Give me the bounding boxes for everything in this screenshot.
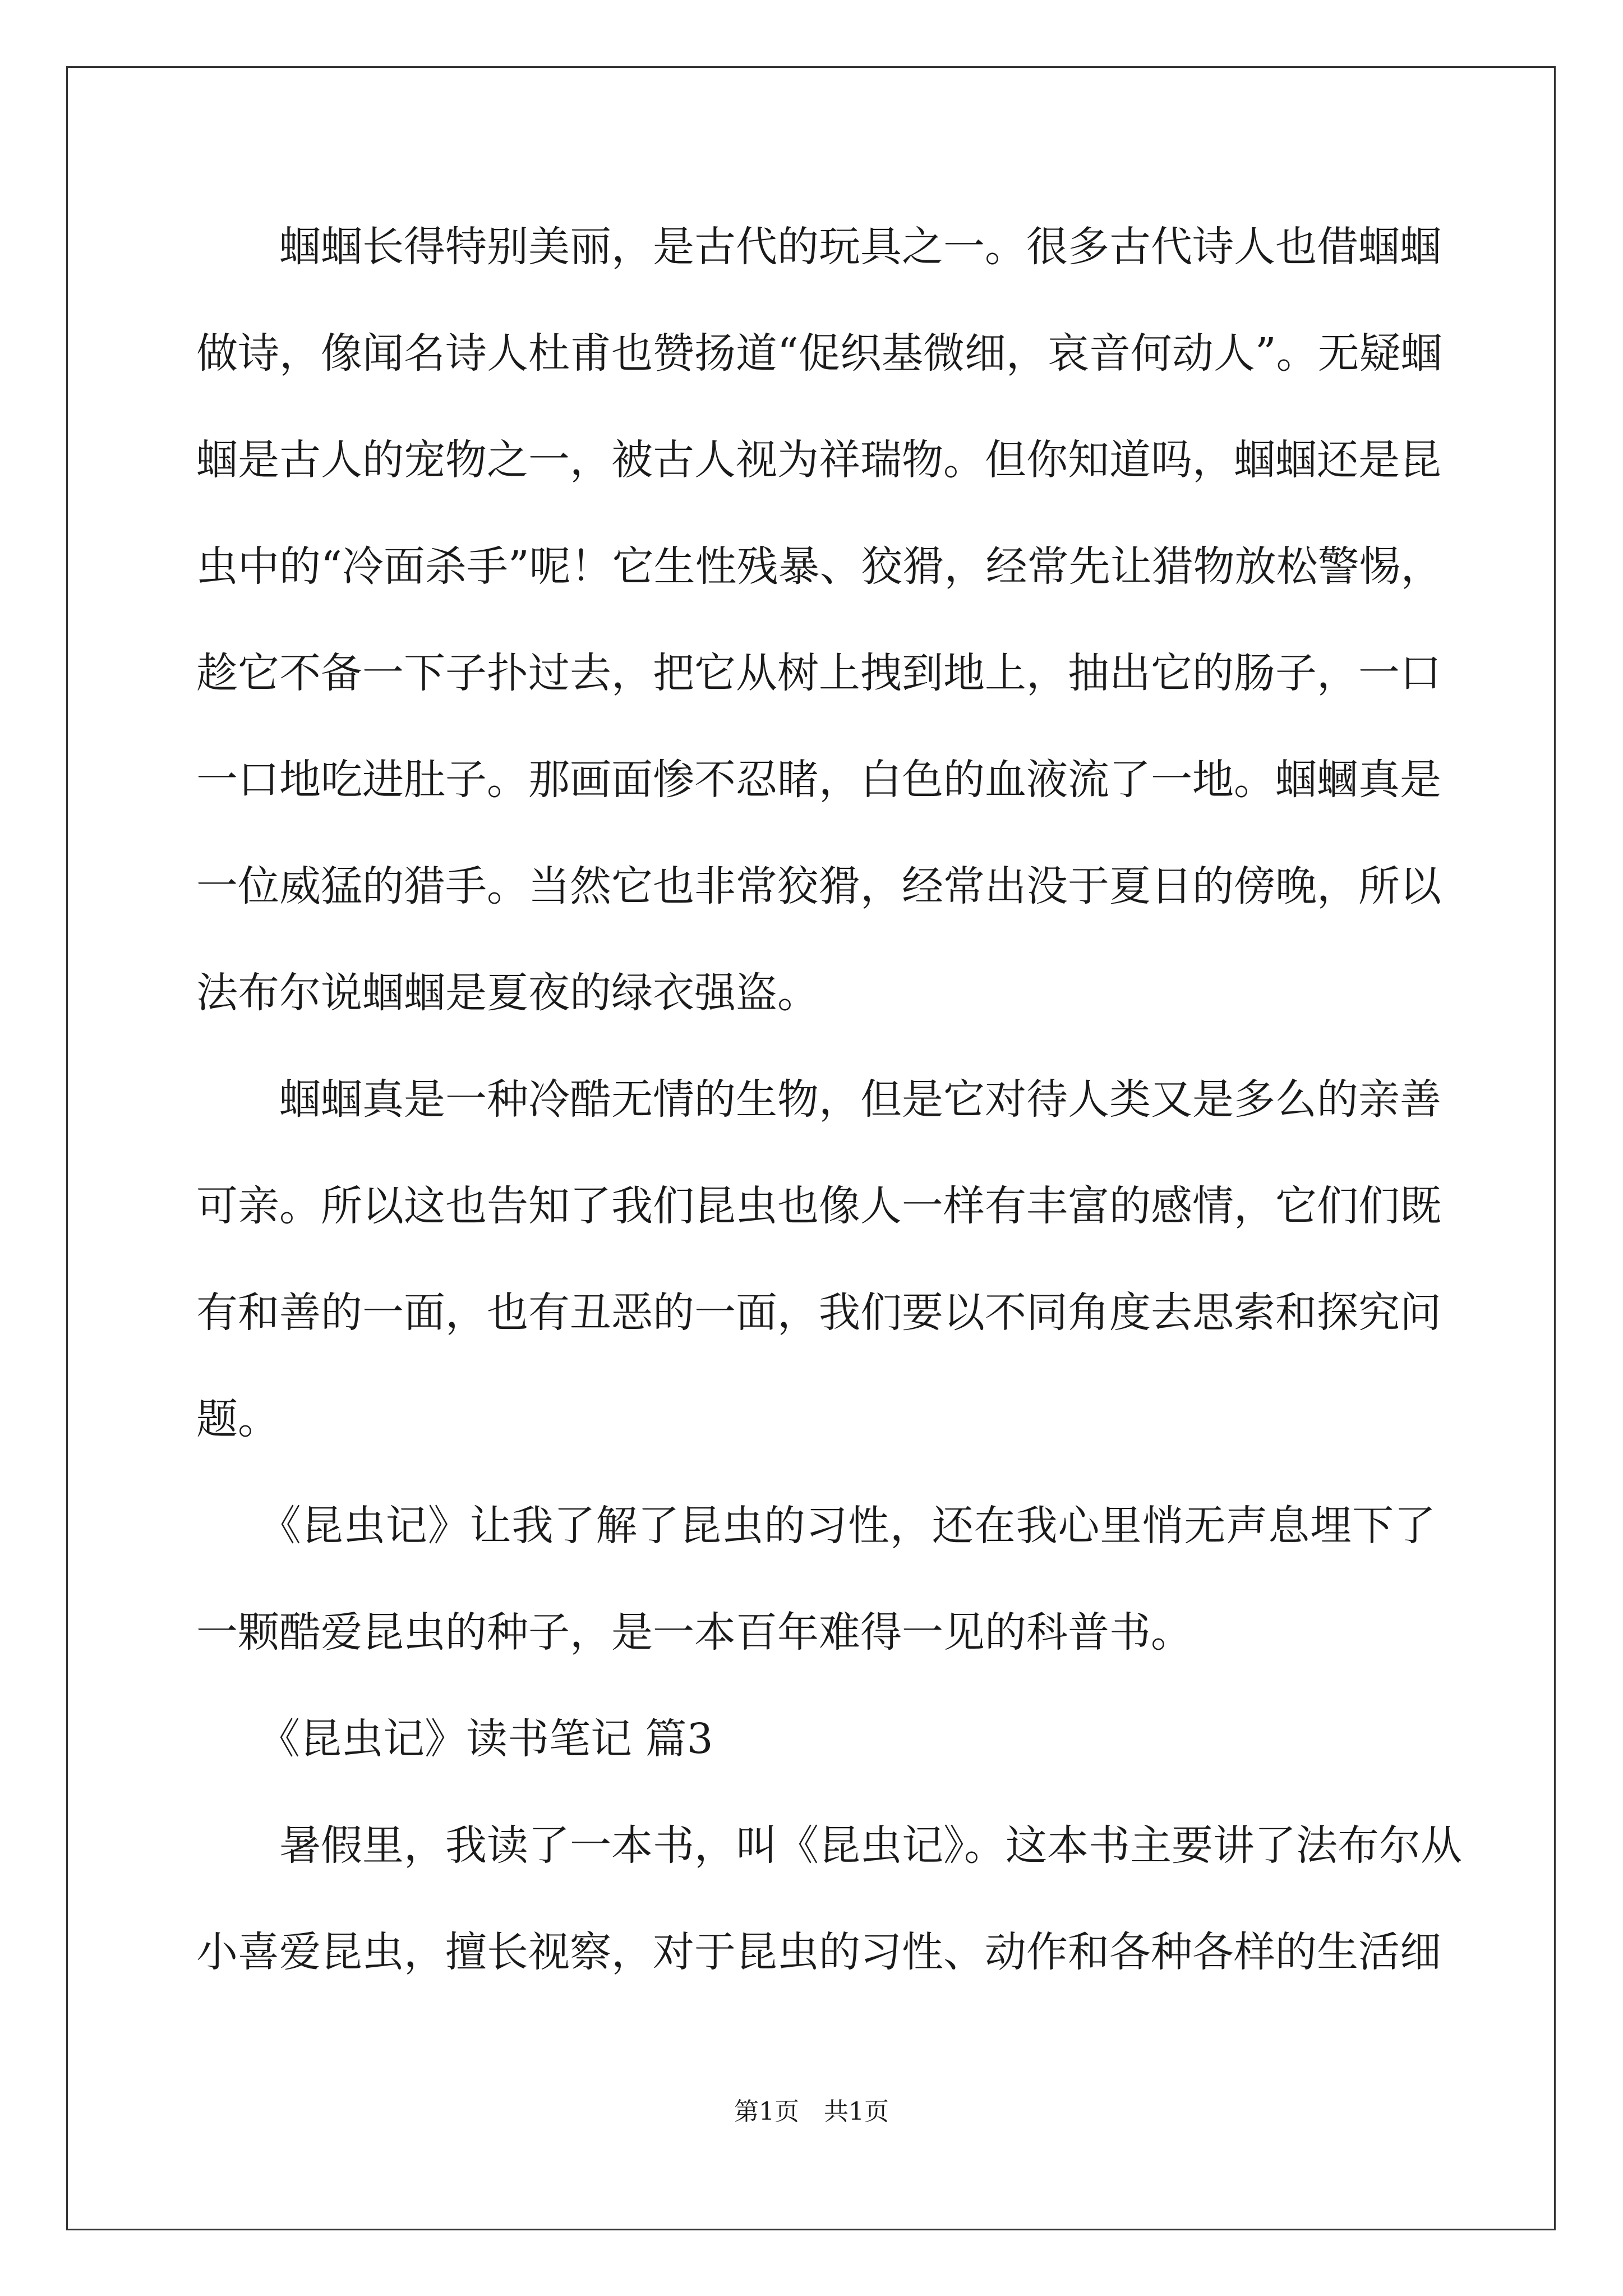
text-line: 一位威猛的猎手。当然它也非常狡猾，经常出没于夏日的傍晚，所以 xyxy=(196,862,1441,910)
text-line: 趁它不备一下子扑过去，把它从树上拽到地上，抽出它的肠子，一口 xyxy=(196,649,1441,697)
section-heading: 《昆虫记》读书笔记 篇3 xyxy=(196,1715,713,1763)
text-line: 《昆虫记》让我了解了昆虫的习性，还在我心里悄无声息埋下了 xyxy=(196,1502,1436,1550)
text-line: 一颗酷爱昆虫的种子，是一本百年难得一见的科普书。 xyxy=(196,1608,1192,1657)
text-line: 暑假里，我读了一本书，叫《昆虫记》。这本书主要讲了法布尔从 xyxy=(196,1821,1462,1870)
page-border xyxy=(66,66,1556,2230)
text-line: 蝈蝈真是一种冷酷无情的生物，但是它对待人类又是多么的亲善 xyxy=(196,1075,1441,1124)
text-line: 蝈是古人的宠物之一，被古人视为祥瑞物。但你知道吗，蝈蝈还是昆 xyxy=(196,436,1441,484)
text-line: 有和善的一面，也有丑恶的一面，我们要以不同角度去思索和探究问 xyxy=(196,1289,1441,1337)
text-line: 可亲。所以这也告知了我们昆虫也像人一样有丰富的感情，它们们既 xyxy=(196,1182,1441,1230)
text-line: 法布尔说蝈蝈是夏夜的绿衣强盗。 xyxy=(196,969,819,1017)
text-line: 虫中的“冷面杀手”呢！它生性残暴、狡猾，经常先让猎物放松警惕， xyxy=(196,542,1442,591)
text-line: 题。 xyxy=(196,1395,279,1443)
text-line: 小喜爱昆虫，擅长视察，对于昆虫的习性、动作和各种各样的生活细 xyxy=(196,1928,1441,1976)
text-line: 蝈蝈长得特别美丽，是古代的玩具之一。很多古代诗人也借蝈蝈 xyxy=(196,223,1441,271)
text-line: 做诗，像闻名诗人杜甫也赞扬道“促织基微细，哀音何动人”。无疑蝈 xyxy=(196,329,1442,378)
page-number-footer: 第1页 共1页 xyxy=(734,2097,889,2126)
text-line: 一口地吃进肚子。那画面惨不忍睹，白色的血液流了一地。蝈蟈真是 xyxy=(196,756,1441,804)
